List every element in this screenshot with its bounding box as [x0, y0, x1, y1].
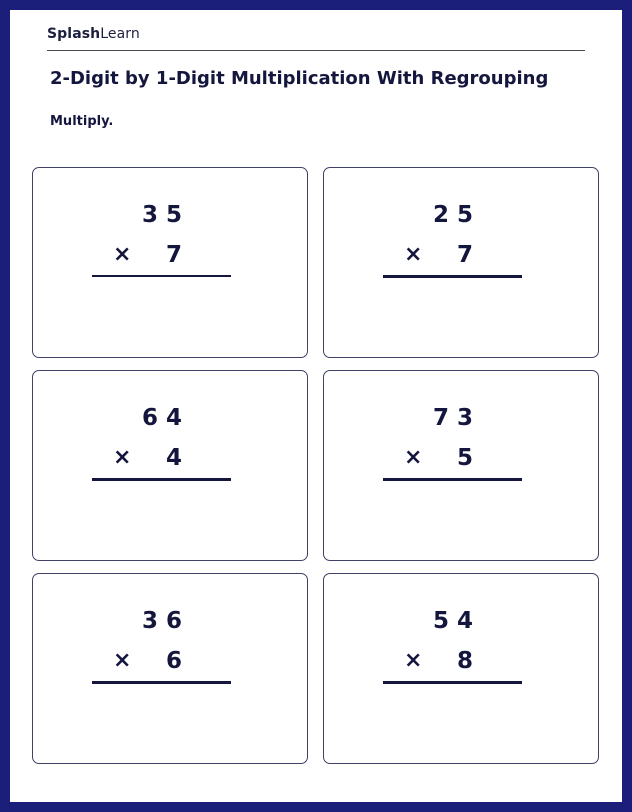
instruction-text: Multiply.: [50, 114, 114, 129]
multiplicand: 35: [141, 202, 190, 228]
multiplier: 6: [165, 648, 190, 674]
answer-line: [383, 478, 522, 481]
page-title: 2-Digit by 1-Digit Multiplication With Regrouping: [50, 68, 549, 89]
multiply-sign: ×: [113, 648, 132, 673]
logo-light-part: Learn: [100, 26, 140, 42]
multiplicand: 25: [432, 202, 481, 228]
logo-bold-part: Splash: [47, 26, 101, 42]
multiplier: 4: [165, 445, 190, 471]
multiplier: 8: [456, 648, 481, 674]
multiplier: 5: [456, 445, 481, 471]
answer-line: [92, 275, 231, 277]
problem-card-6: [323, 573, 599, 764]
multiply-sign: ×: [113, 445, 132, 470]
multiplicand: 64: [141, 405, 190, 431]
header-divider: [47, 50, 585, 51]
answer-line: [383, 275, 522, 278]
problem-card-2: [323, 167, 599, 358]
problem-card-3: [32, 370, 308, 561]
multiply-sign: ×: [404, 648, 423, 673]
problem-card-4: [323, 370, 599, 561]
multiplicand: 36: [141, 608, 190, 634]
problem-card-1: [32, 167, 308, 358]
problem-card-5: [32, 573, 308, 764]
multiply-sign: ×: [404, 445, 423, 470]
multiplicand: 54: [432, 608, 481, 634]
multiplier: 7: [456, 242, 481, 268]
multiplicand: 73: [432, 405, 481, 431]
answer-line: [383, 681, 522, 684]
answer-line: [92, 681, 231, 684]
multiply-sign: ×: [113, 242, 132, 267]
splashlearn-logo: [47, 26, 140, 42]
worksheet-page: [10, 10, 622, 802]
multiplier: 7: [165, 242, 190, 268]
answer-line: [92, 478, 231, 481]
multiply-sign: ×: [404, 242, 423, 267]
